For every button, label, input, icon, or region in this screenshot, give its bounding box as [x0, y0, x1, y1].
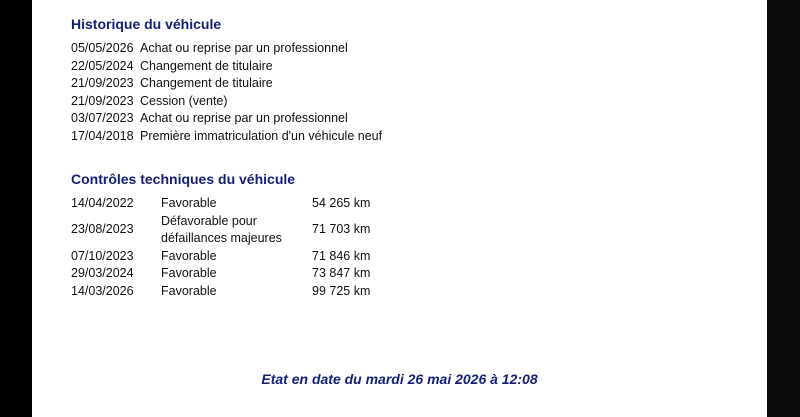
document-page — [32, 0, 767, 417]
history-label: Changement de titulaire — [140, 58, 273, 73]
table-row — [71, 195, 370, 213]
status-timestamp: Etat en date du mardi 26 mai 2026 à 12:08 — [261, 371, 538, 387]
history-label: Cession (vente) — [140, 93, 228, 108]
history-section-title: Historique du véhicule — [71, 16, 222, 32]
history-date: 03/07/2023 — [71, 111, 134, 126]
inspection-mileage: 54 265 km — [312, 196, 371, 210]
inspection-result: Favorable — [161, 266, 217, 280]
history-label: Achat ou reprise par un professionnel — [140, 41, 348, 55]
history-item — [71, 58, 382, 76]
history-item — [71, 93, 382, 111]
history-item — [71, 128, 382, 146]
inspection-result: Favorable — [161, 248, 217, 263]
history-item — [71, 75, 382, 93]
inspection-result: Favorable — [161, 283, 217, 298]
history-date: 22/05/2024 — [71, 58, 134, 73]
screen-edge — [767, 0, 800, 417]
history-date: 05/05/2026 — [71, 41, 134, 55]
inspection-date: 14/04/2022 — [71, 196, 134, 210]
inspection-date: 14/03/2026 — [71, 283, 134, 298]
history-label: Première immatriculation d'un véhicule neuf — [140, 128, 383, 143]
inspection-mileage: 99 725 km — [312, 283, 371, 298]
table-row — [71, 283, 370, 301]
inspection-date: 23/08/2023 — [71, 222, 134, 237]
inspection-result: Favorable — [161, 196, 217, 210]
table-row — [71, 248, 370, 266]
history-item — [71, 110, 382, 128]
inspections-table — [71, 195, 370, 300]
history-list — [71, 40, 382, 146]
history-date: 21/09/2023 — [71, 76, 134, 91]
inspection-date: 29/03/2024 — [71, 266, 134, 280]
inspections-section-title: Contrôles techniques du véhicule — [71, 171, 296, 187]
history-label: Achat ou reprise par un professionnel — [140, 111, 348, 126]
inspection-mileage: 73 847 km — [312, 266, 371, 280]
inspection-result: Défavorable pour défaillances majeures — [161, 213, 282, 245]
history-label: Changement de titulaire — [140, 76, 273, 91]
table-row — [71, 213, 370, 248]
history-date: 17/04/2018 — [71, 128, 134, 143]
inspection-mileage: 71 846 km — [312, 248, 371, 263]
inspection-date: 07/10/2023 — [71, 248, 134, 263]
history-date: 21/09/2023 — [71, 93, 134, 108]
table-row — [71, 265, 370, 283]
inspection-mileage: 71 703 km — [312, 222, 371, 237]
history-item — [71, 40, 382, 58]
